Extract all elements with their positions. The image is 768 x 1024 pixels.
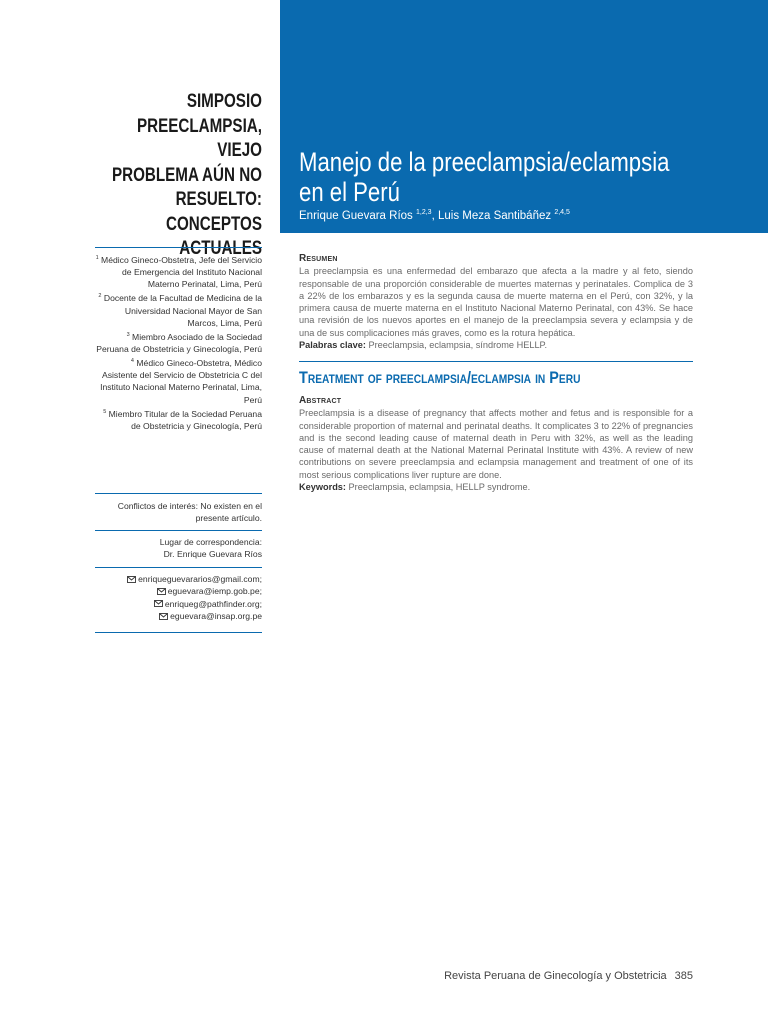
divider bbox=[95, 247, 262, 248]
affiliation-number: 5 bbox=[103, 408, 107, 415]
divider bbox=[95, 493, 262, 494]
keywords-label: Keywords: bbox=[299, 482, 346, 493]
divider bbox=[95, 530, 262, 531]
envelope-icon bbox=[154, 600, 163, 607]
resumen-heading: Resumen bbox=[299, 253, 338, 264]
author-affiliation-marks: 1,2,3 bbox=[416, 209, 432, 216]
affiliation-text: Miembro Asociado de la Sociedad Peruana de Obstetricia y Ginecología, Perú bbox=[96, 331, 262, 354]
resumen-text: La preeclampsia es una enfermedad del embarazo que afecta a la madre y al feto, siendo responsable de una proporción considerable de muertes maternas y perinatales. Complica de 3 a 22% de los embarazos y es la segunda causa de muerte materna en el Perú, con 32%, y la primera causa de muerte materna en el Instituto Nacional Materno Perinatal, con 43%. Se hace una revisión de los nuevos aportes en el manejo de la preeclampsia severa y eclampsia y de una de sus complicaciones más graves, como es la rotura hepática. bbox=[299, 266, 693, 338]
envelope-icon bbox=[157, 588, 166, 595]
email-row bbox=[95, 598, 262, 610]
affiliation-item bbox=[95, 329, 262, 355]
author-affiliation-marks: 2,4,5 bbox=[554, 209, 570, 216]
authors-line bbox=[299, 209, 570, 222]
affiliation-text: Médico Gineco-Obstetra, Jefe del Servicio de Emergencia del Instituto Nacional Materno Perinatal, Lima, Perú bbox=[101, 254, 262, 290]
affiliations-list bbox=[95, 252, 262, 432]
abstract-keywords bbox=[299, 481, 693, 493]
keywords-text: Preeclampsia, eclampsia, síndrome HELLP. bbox=[368, 340, 548, 351]
author-separator: , bbox=[431, 209, 438, 222]
email-row bbox=[95, 573, 262, 585]
resumen-keywords bbox=[299, 339, 693, 351]
page-footer bbox=[444, 970, 693, 982]
journal-name: Revista Peruana de Ginecología y Obstetricia bbox=[444, 970, 667, 982]
correspondence-label: Lugar de correspondencia: bbox=[159, 537, 262, 547]
english-title: Treatment of preeclampsia/eclampsia in Peru bbox=[299, 368, 581, 387]
affiliation-number: 1 bbox=[95, 255, 99, 261]
keywords-label: Palabras clave: bbox=[299, 340, 366, 351]
affiliation-number: 2 bbox=[98, 293, 102, 300]
affiliation-number: 4 bbox=[130, 358, 134, 365]
affiliation-number: 3 bbox=[126, 331, 130, 338]
affiliation-item bbox=[95, 355, 262, 406]
author-name: Luis Meza Santibáñez bbox=[437, 209, 552, 222]
email-link[interactable]: enriqueguevararios@gmail.com; bbox=[138, 574, 262, 584]
resumen-section bbox=[299, 253, 693, 351]
envelope-icon bbox=[127, 576, 136, 583]
correspondence-block bbox=[95, 536, 262, 561]
conflicts-note: Conflictos de interés: No existen en el presente artículo. bbox=[117, 501, 262, 524]
page-number: 385 bbox=[674, 970, 693, 982]
section-title: SIMPOSIO PREECLAMPSIA, VIEJO PROBLEMA AÚN NO RESUELTO: CONCEPTOS ACTUALES bbox=[111, 91, 262, 259]
correspondence-name: Dr. Enrique Guevara Ríos bbox=[163, 549, 262, 560]
divider bbox=[95, 567, 262, 568]
envelope-icon bbox=[159, 613, 168, 620]
article-title: Manejo de la preeclampsia/eclampsia en el Perú bbox=[299, 147, 670, 207]
affiliation-item bbox=[95, 406, 262, 432]
author-name: Enrique Guevara Ríos bbox=[299, 209, 413, 222]
email-link[interactable]: eguevara@iemp.gob.pe; bbox=[167, 586, 262, 597]
abstract-text: Preeclampsia is a disease of pregnancy that affects mother and fetus and is responsible for a considerable proportion of maternal and perinatal deaths. It complicates 3 to 22% of pregnancies and is the second leading cause of maternal death in Peru with 32%, as well as the leading cause of maternal death at the National Maternal Perinatal Institute with 43%. A review of new contributions on severe preeclampsia and eclampsia management and treatment of one of its most serious complications liver rupture are done. bbox=[299, 408, 693, 480]
divider bbox=[299, 361, 693, 362]
affiliation-text: Docente de la Facultad de Medicina de la Universidad Nacional Mayor de San Marcos, Lima, Perú bbox=[103, 293, 262, 328]
email-link[interactable]: enriqueg@pathfinder.org; bbox=[164, 598, 262, 609]
email-row bbox=[95, 610, 262, 622]
affiliation-item bbox=[95, 252, 262, 290]
divider bbox=[95, 632, 262, 633]
email-row bbox=[95, 585, 262, 597]
abstract-heading: Abstract bbox=[299, 395, 342, 406]
affiliation-item bbox=[95, 290, 262, 328]
email-list bbox=[95, 573, 262, 622]
affiliation-text: Miembro Titular de la Sociedad Peruana de Obstetricia y Ginecología, Perú bbox=[106, 408, 262, 431]
abstract-section bbox=[299, 395, 693, 493]
affiliation-text: Médico Gineco-Obstetra, Médico Asistente del Servicio de Obstetricia C del Instituto Nacional Materno Perinatal, Lima, Perú bbox=[100, 358, 262, 405]
email-link[interactable]: eguevara@insap.org.pe bbox=[170, 610, 262, 621]
keywords-text: Preeclampsia, eclampsia, HELLP syndrome. bbox=[348, 482, 531, 493]
